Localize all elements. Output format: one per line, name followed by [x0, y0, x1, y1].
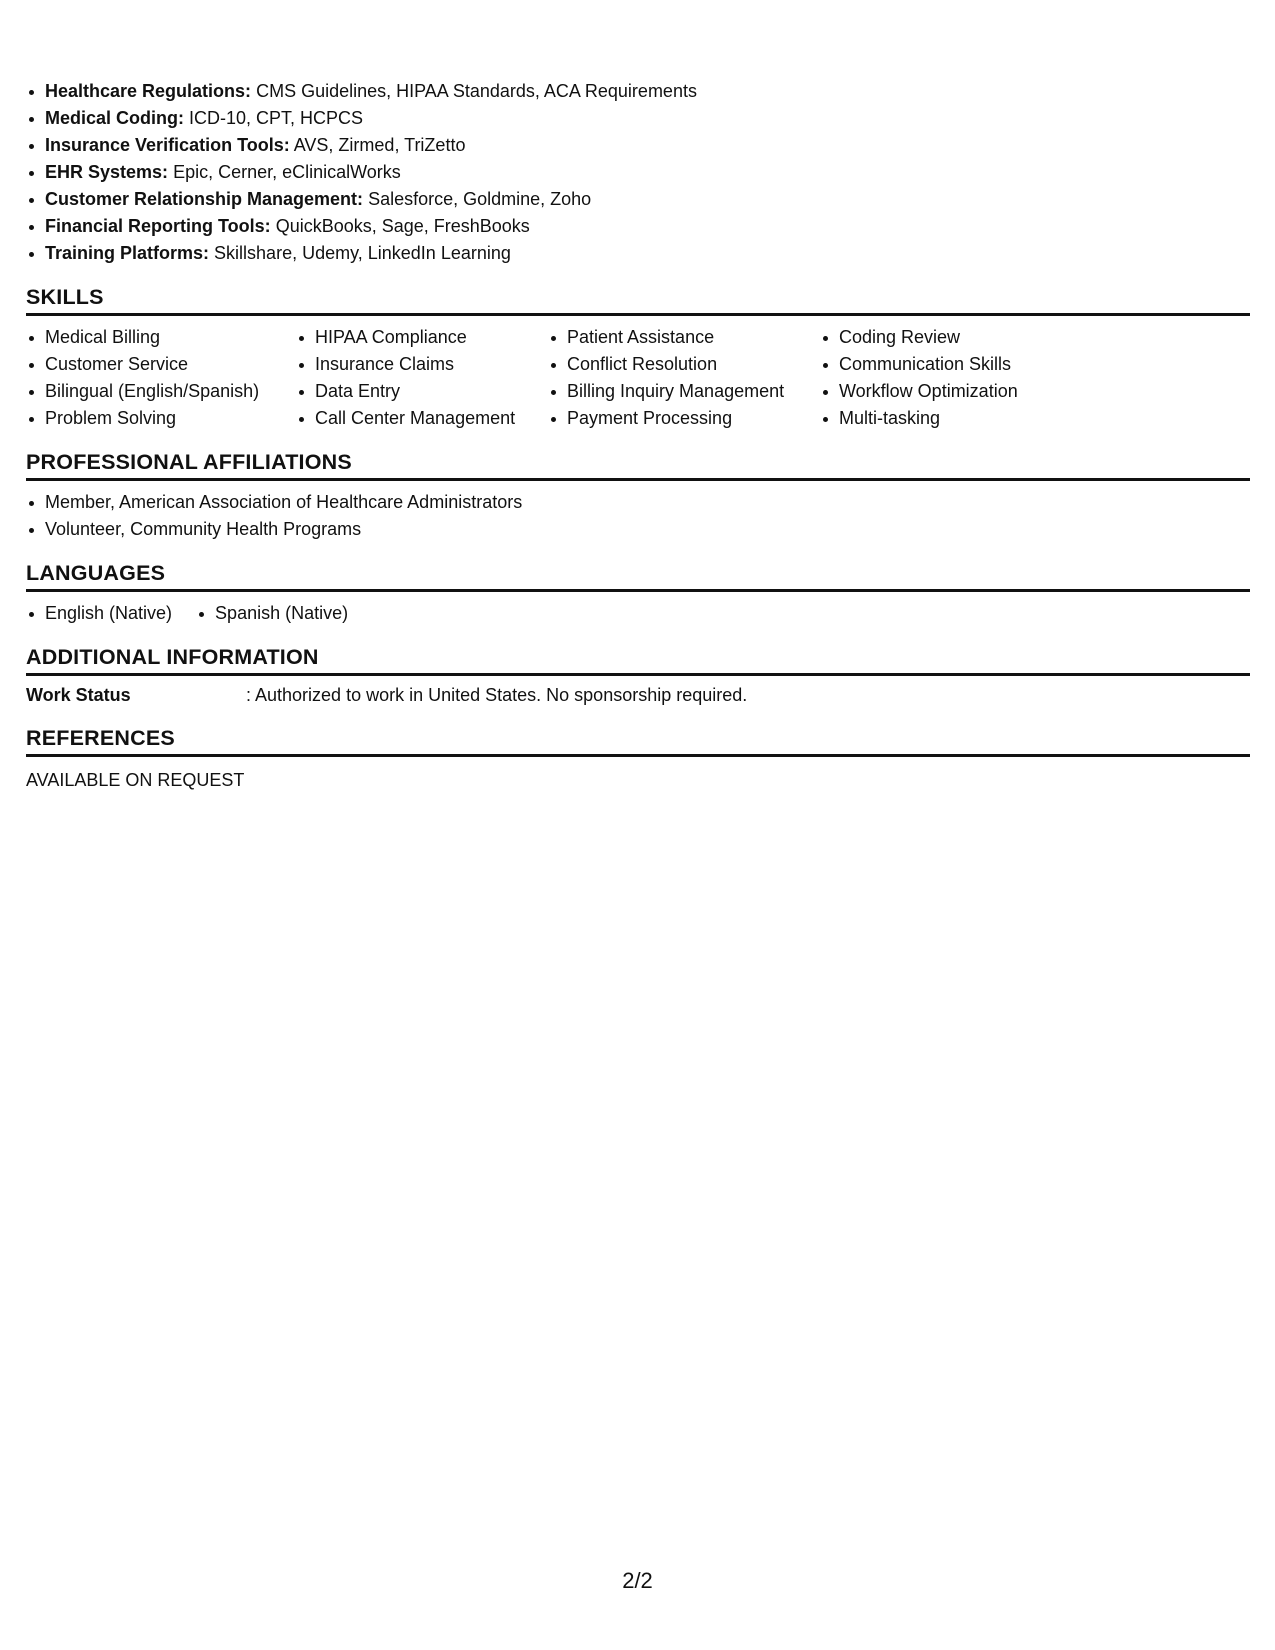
skills-section [26, 283, 1250, 432]
tool-category-value: CMS Guidelines, HIPAA Standards, ACA Requirements [256, 81, 697, 101]
tool-category-value: QuickBooks, Sage, FreshBooks [275, 216, 530, 236]
list-item [26, 159, 1250, 186]
tool-category-value: AVS, Zirmed, TriZetto [293, 135, 466, 155]
references-text: AVAILABLE ON REQUEST [26, 770, 245, 790]
list-item: HIPAA Compliance [296, 324, 548, 351]
list-item: Spanish (Native) [196, 600, 348, 627]
skills-column [26, 324, 296, 432]
languages-section [26, 559, 1250, 627]
section-title: SKILLS [26, 283, 1250, 316]
tool-category-label: Insurance Verification Tools: [45, 135, 290, 155]
list-item: Payment Processing [548, 405, 820, 432]
tool-category-label: Medical Coding: [45, 108, 184, 128]
section-title: ADDITIONAL INFORMATION [26, 643, 1250, 676]
languages-list [26, 600, 1250, 627]
list-item [26, 240, 1250, 267]
additional-info-section [26, 643, 1250, 708]
list-item: Data Entry [296, 378, 548, 405]
list-item: Workflow Optimization [820, 378, 1080, 405]
tool-category-label: Financial Reporting Tools: [45, 216, 271, 236]
list-item: Member, American Association of Healthcare Administrators [26, 489, 1250, 516]
list-item [26, 78, 1250, 105]
tool-category-value: Salesforce, Goldmine, Zoho [368, 189, 592, 209]
list-item: English (Native) [26, 600, 172, 627]
skills-column [820, 324, 1080, 432]
tool-category-label: Customer Relationship Management: [45, 189, 364, 209]
work-status-row [26, 682, 1250, 708]
tool-category-label: Training Platforms: [45, 243, 210, 263]
list-item: Conflict Resolution [548, 351, 820, 378]
page-number: 2/2 [622, 1568, 653, 1593]
section-title: PROFESSIONAL AFFILIATIONS [26, 448, 1250, 481]
section-title: REFERENCES [26, 724, 1250, 757]
skills-column [548, 324, 820, 432]
references-section [26, 724, 1250, 793]
tool-category-label: Healthcare Regulations: [45, 81, 252, 101]
list-item: Billing Inquiry Management [548, 378, 820, 405]
list-item [26, 186, 1250, 213]
list-item: Communication Skills [820, 351, 1080, 378]
skills-grid [26, 324, 1250, 432]
skills-column [296, 324, 548, 432]
list-item: Bilingual (English/Spanish) [26, 378, 296, 405]
list-item: Multi-tasking [820, 405, 1080, 432]
tool-category-label: EHR Systems: [45, 162, 169, 182]
list-item: Problem Solving [26, 405, 296, 432]
list-item: Medical Billing [26, 324, 296, 351]
section-title: LANGUAGES [26, 559, 1250, 592]
list-item: Patient Assistance [548, 324, 820, 351]
list-item: Volunteer, Community Health Programs [26, 516, 1250, 543]
tool-category-value: ICD-10, CPT, HCPCS [189, 108, 364, 128]
tool-category-value: Skillshare, Udemy, LinkedIn Learning [214, 243, 511, 263]
tools-list [26, 78, 1250, 267]
list-item: Insurance Claims [296, 351, 548, 378]
list-item [26, 132, 1250, 159]
tool-category-value: Epic, Cerner, eClinicalWorks [173, 162, 401, 182]
list-item: Coding Review [820, 324, 1080, 351]
affiliations-list [26, 489, 1250, 543]
affiliations-section [26, 448, 1250, 543]
list-item: Customer Service [26, 351, 296, 378]
list-item [26, 213, 1250, 240]
resume-page [26, 78, 1250, 793]
list-item: Call Center Management [296, 405, 548, 432]
work-status-value: : Authorized to work in United States. No sponsorship required. [246, 685, 748, 705]
list-item [26, 105, 1250, 132]
work-status-label: Work Status [26, 685, 131, 705]
